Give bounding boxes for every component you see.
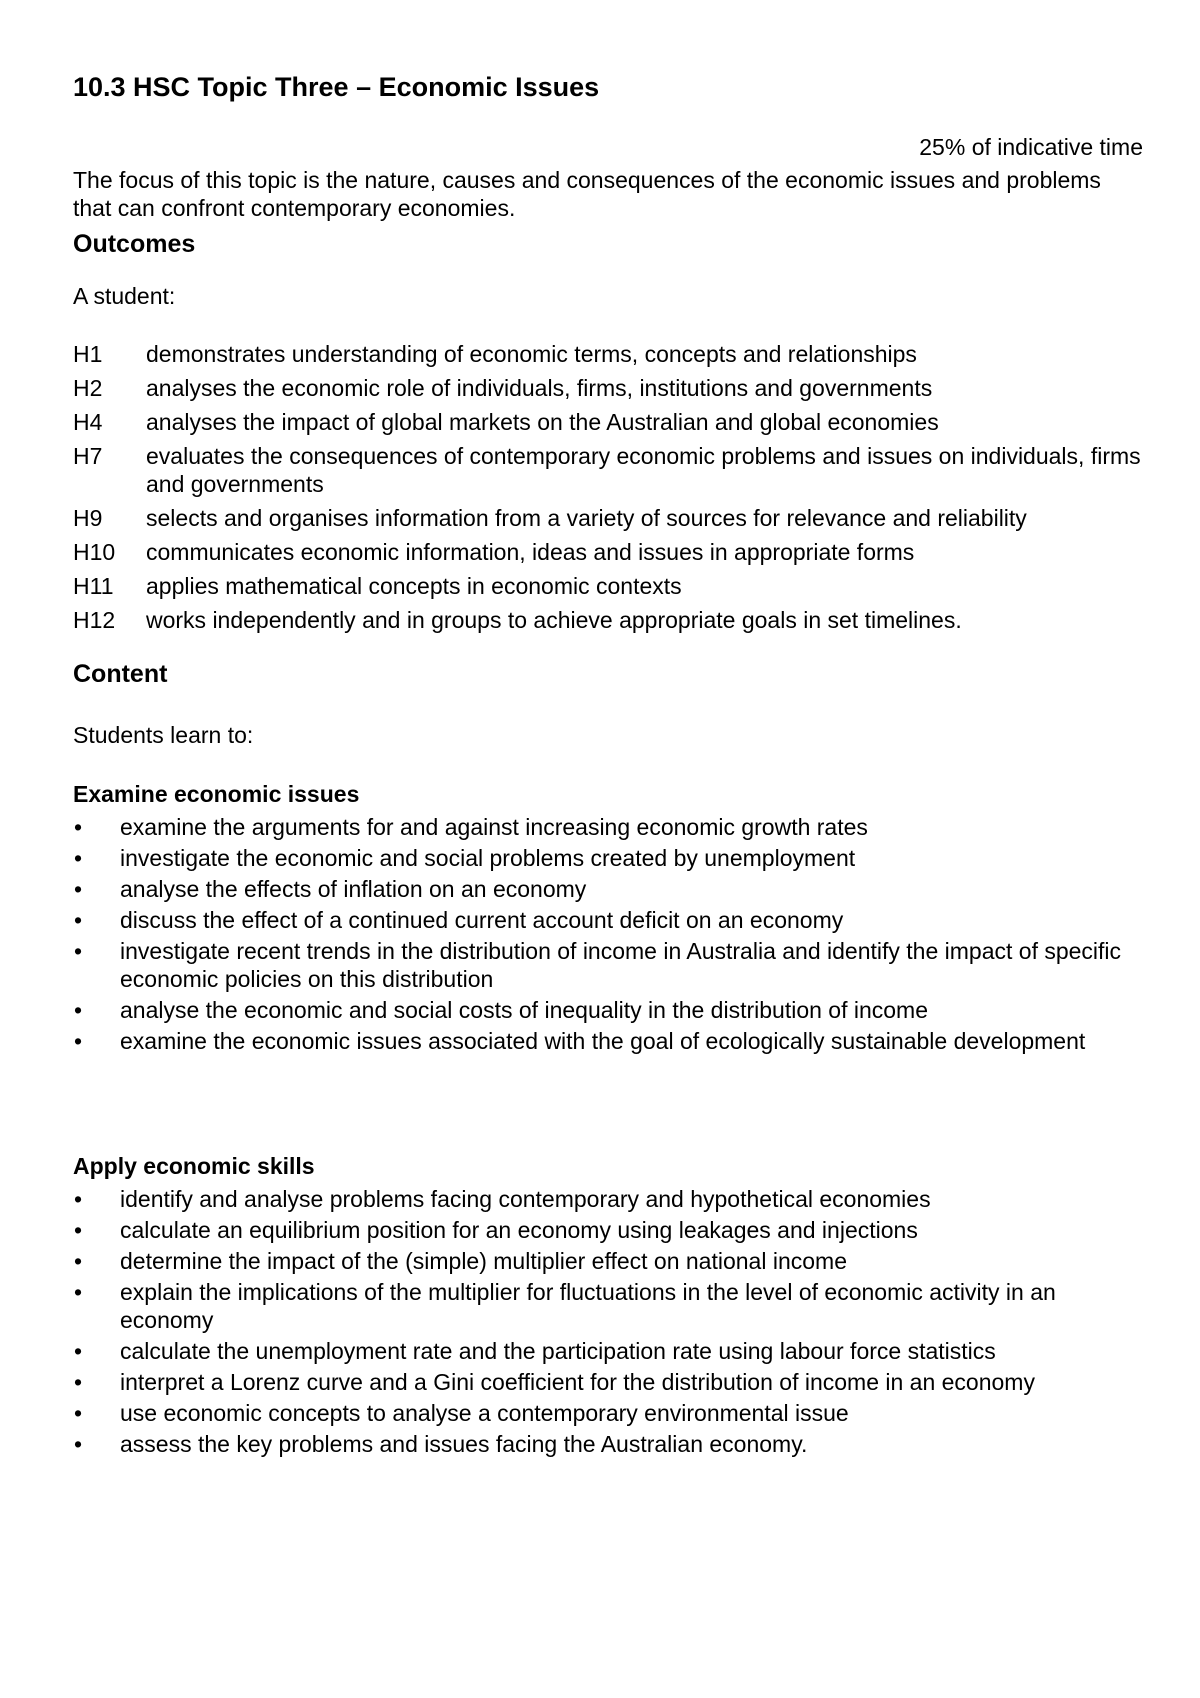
- outcome-item: [73, 538, 1143, 566]
- list-item-text: analyse the effects of inflation on an economy: [120, 876, 587, 902]
- bullet-marker: •: [74, 907, 83, 933]
- outcomes-heading: Outcomes: [73, 230, 196, 258]
- list-item: [73, 1027, 1143, 1055]
- list-item: [73, 1399, 1143, 1427]
- list-item: [73, 996, 1143, 1024]
- bullet-marker: •: [74, 1338, 83, 1364]
- outcomes-list: [73, 340, 1143, 640]
- list-item: [73, 1430, 1143, 1458]
- list-item-text: determine the impact of the (simple) multiplier effect on national income: [120, 1248, 847, 1274]
- outcome-item: [73, 572, 1143, 600]
- outcome-text: demonstrates understanding of economic terms, concepts and relationships: [146, 341, 917, 367]
- outcome-item: [73, 340, 1143, 368]
- bullet-marker: •: [74, 845, 83, 871]
- list-item-text: examine the arguments for and against increasing economic growth rates: [120, 814, 868, 840]
- bullet-marker: •: [74, 1186, 83, 1212]
- outcome-item: [73, 606, 1143, 634]
- content-heading: Content: [73, 660, 168, 688]
- list-item-text: calculate an equilibrium position for an economy using leakages and injections: [120, 1217, 918, 1243]
- outcome-text: selects and organises information from a variety of sources for relevance and reliability: [146, 505, 1027, 531]
- bullet-marker: •: [74, 876, 83, 902]
- outcome-text: works independently and in groups to achieve appropriate goals in set timelines.: [146, 607, 962, 633]
- outcome-code: H10: [73, 539, 116, 565]
- list-item-text: calculate the unemployment rate and the participation rate using labour force statistics: [120, 1338, 996, 1364]
- list-item: [73, 1185, 1143, 1213]
- bullet-marker: •: [74, 1217, 83, 1243]
- list-item: [73, 1368, 1143, 1396]
- list-item-text: discuss the effect of a continued current account deficit on an economy: [120, 907, 844, 933]
- page-title: 10.3 HSC Topic Three – Economic Issues: [73, 72, 600, 102]
- list-item-text: investigate recent trends in the distribution of income in Australia and identify the impact of specific economic policies on this distribution: [120, 938, 1122, 992]
- outcome-code: H2: [73, 375, 103, 401]
- list-item-text: examine the economic issues associated with the goal of ecologically sustainable development: [120, 1028, 1086, 1054]
- outcome-code: H12: [73, 607, 116, 633]
- bullet-marker: •: [74, 997, 83, 1023]
- outcome-item: [73, 504, 1143, 532]
- outcome-text: applies mathematical concepts in economic contexts: [146, 573, 682, 599]
- outcome-item: [73, 442, 1143, 498]
- list-item-text: use economic concepts to analyse a contemporary environmental issue: [120, 1400, 849, 1426]
- bullet-marker: •: [74, 1369, 83, 1395]
- outcome-text: communicates economic information, ideas and issues in appropriate forms: [146, 539, 915, 565]
- examine-issues-heading: Examine economic issues: [73, 781, 360, 807]
- list-item: [73, 813, 1143, 841]
- apply-skills-list: [73, 1185, 1143, 1461]
- list-item: [73, 875, 1143, 903]
- bullet-marker: •: [74, 1400, 83, 1426]
- list-item-text: identify and analyse problems facing contemporary and hypothetical economies: [120, 1186, 931, 1212]
- bullet-marker: •: [74, 1279, 83, 1305]
- list-item: [73, 937, 1143, 993]
- outcome-code: H11: [73, 573, 114, 599]
- outcome-text: analyses the impact of global markets on the Australian and global economies: [146, 409, 939, 435]
- list-item: [73, 1216, 1143, 1244]
- list-item-text: interpret a Lorenz curve and a Gini coefficient for the distribution of income in an economy: [120, 1369, 1035, 1395]
- topic-focus-paragraph: The focus of this topic is the nature, causes and consequences of the economic issues and problems that can confront contemporary economies.: [73, 167, 1101, 221]
- outcome-code: H9: [73, 505, 103, 531]
- list-item-text: investigate the economic and social problems created by unemployment: [120, 845, 856, 871]
- outcome-code: H1: [73, 341, 103, 367]
- outcome-code: H4: [73, 409, 103, 435]
- bullet-marker: •: [74, 1431, 83, 1457]
- bullet-marker: •: [74, 938, 83, 964]
- list-item-text: explain the implications of the multiplier for fluctuations in the level of economic activity in an economy: [120, 1279, 1056, 1333]
- outcome-item: [73, 374, 1143, 402]
- outcome-code: H7: [73, 443, 103, 469]
- list-item: [73, 1337, 1143, 1365]
- list-item: [73, 906, 1143, 934]
- bullet-marker: •: [74, 814, 83, 840]
- apply-skills-heading: Apply economic skills: [73, 1153, 315, 1179]
- list-item: [73, 844, 1143, 872]
- outcome-text: analyses the economic role of individuals, firms, institutions and governments: [146, 375, 933, 401]
- list-item: [73, 1278, 1143, 1334]
- indicative-time-note: 25% of indicative time: [919, 134, 1143, 160]
- examine-issues-list: [73, 813, 1143, 1058]
- outcome-item: [73, 408, 1143, 436]
- bullet-marker: •: [74, 1248, 83, 1274]
- list-item-text: assess the key problems and issues facing the Australian economy.: [120, 1431, 808, 1457]
- bullet-marker: •: [74, 1028, 83, 1054]
- outcomes-lead: A student:: [73, 283, 176, 309]
- list-item: [73, 1247, 1143, 1275]
- outcome-text: evaluates the consequences of contemporary economic problems and issues on individuals, firms and governments: [146, 443, 1141, 497]
- list-item-text: analyse the economic and social costs of inequality in the distribution of income: [120, 997, 929, 1023]
- content-lead: Students learn to:: [73, 722, 254, 748]
